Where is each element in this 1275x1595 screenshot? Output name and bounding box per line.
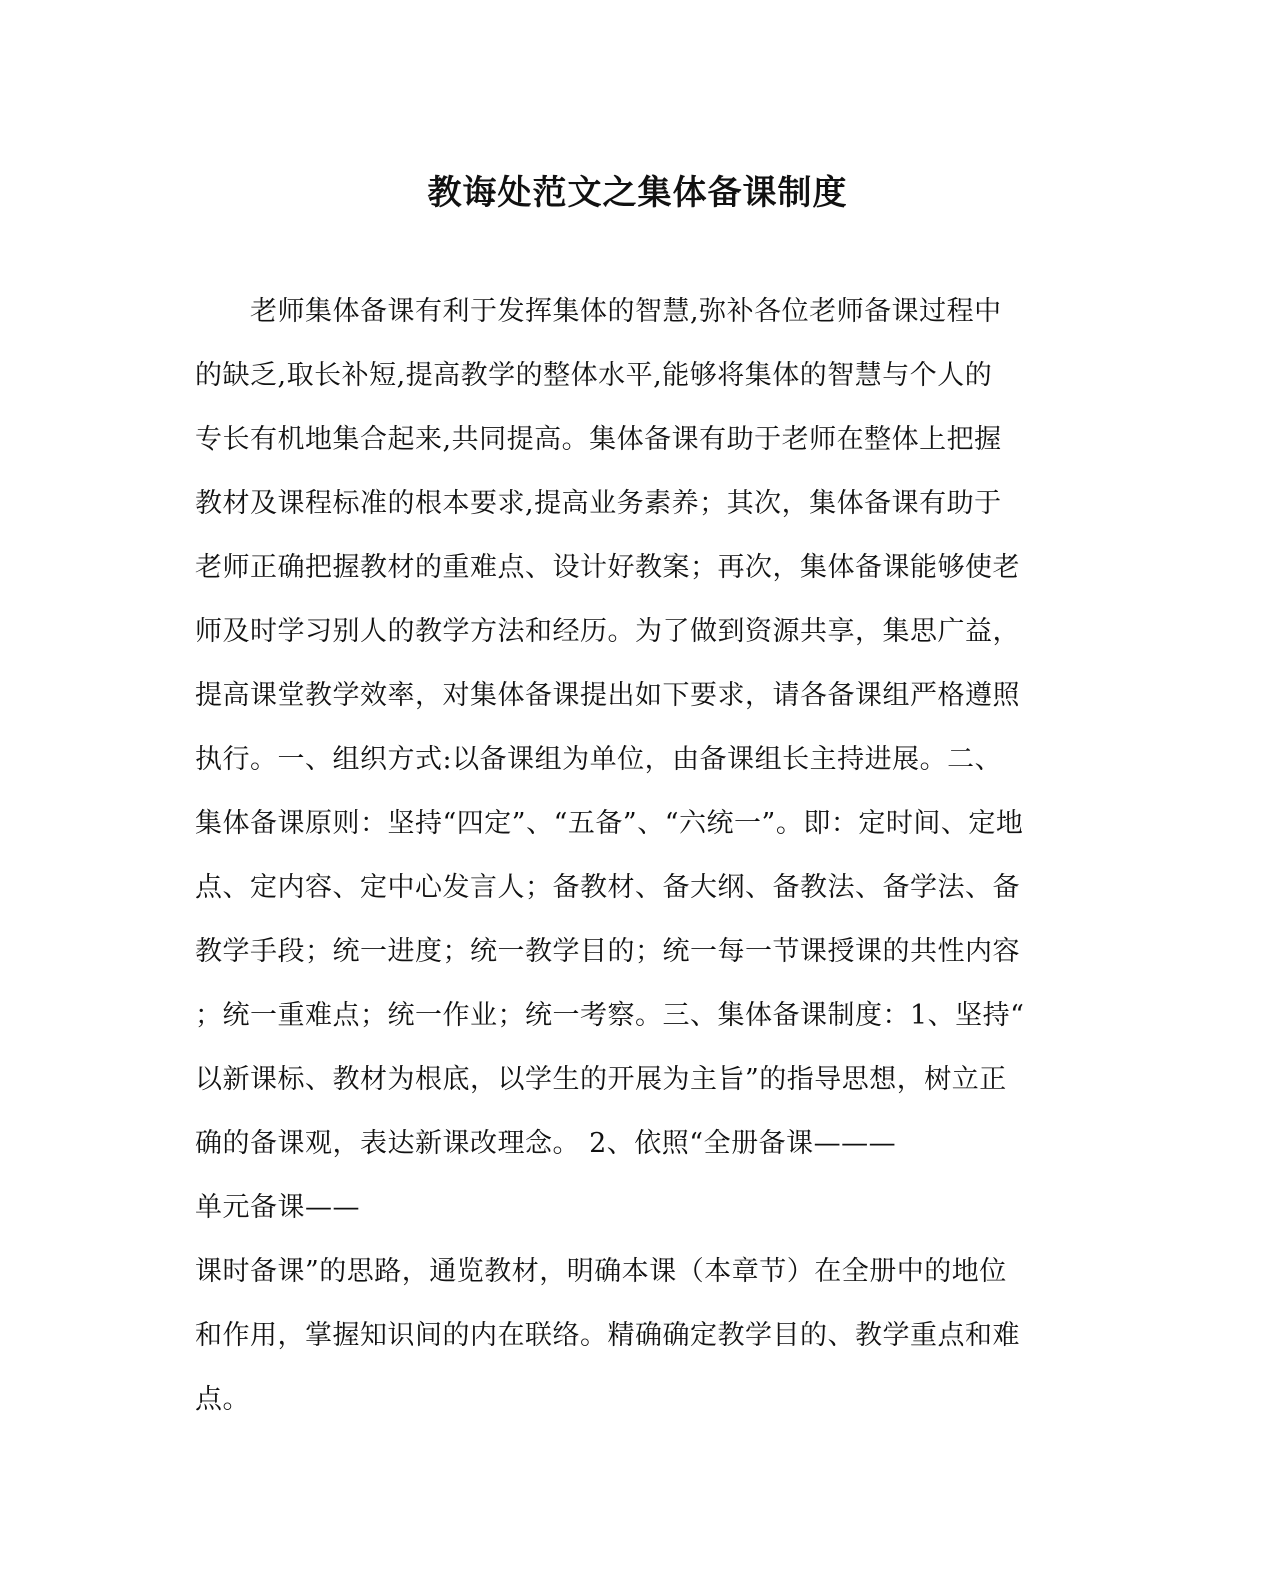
text-line: 老师集体备课有利于发挥集体的智慧,弥补各位老师备课过程中: [250, 296, 1002, 327]
text-line: 单元备课——: [195, 1192, 360, 1223]
text-line: 专长有机地集合起来,共同提高。集体备课有助于老师在整体上把握: [195, 424, 1002, 455]
text-line: 点、定内容、定中心发言人；备教材、备大纲、备教法、备学法、备: [195, 872, 1020, 903]
text-line: 教材及课程标准的根本要求,提高业务素养；其次，集体备课有助于: [195, 488, 1002, 519]
text-line: 和作用，掌握知识间的内在联络。精确确定教学目的、教学重点和难: [195, 1320, 1020, 1351]
text-line: 确的备课观，表达新课改理念。 2、依照“全册备课———: [195, 1128, 897, 1159]
text-line: 教学手段；统一进度；统一教学目的；统一每一节课授课的共性内容: [195, 936, 1020, 967]
text-line: 点。: [195, 1384, 250, 1415]
text-line: 的缺乏,取长补短,提高教学的整体水平,能够将集体的智慧与个人的: [195, 360, 993, 391]
text-line: 老师正确把握教材的重难点、设计好教案；再次，集体备课能够使老: [195, 552, 1020, 583]
text-line: 执行。一、组织方式:以备课组为单位，由备课组长主持进展。二、: [195, 744, 1003, 775]
text-line: 集体备课原则：坚持“四定”、“五备”、“六统一”。即：定时间、定地: [195, 808, 1024, 839]
text-line: 以新课标、教材为根底，以学生的开展为主旨”的指导思想，树立正: [195, 1064, 1007, 1095]
text-line: 课时备课”的思路，通览教材，明确本课（本章节）在全册中的地位: [195, 1256, 1007, 1287]
document-title: 教诲处范文之集体备课制度: [427, 173, 848, 213]
text-line: ；统一重难点；统一作业；统一考察。三、集体备课制度：1、坚持“: [195, 1000, 1025, 1031]
text-line: 提高课堂教学效率，对集体备课提出如下要求，请各备课组严格遵照: [195, 680, 1020, 711]
text-line: 师及时学习别人的教学方法和经历。为了做到资源共享，集思广益，: [195, 616, 1020, 647]
document-body: [195, 280, 1075, 1432]
